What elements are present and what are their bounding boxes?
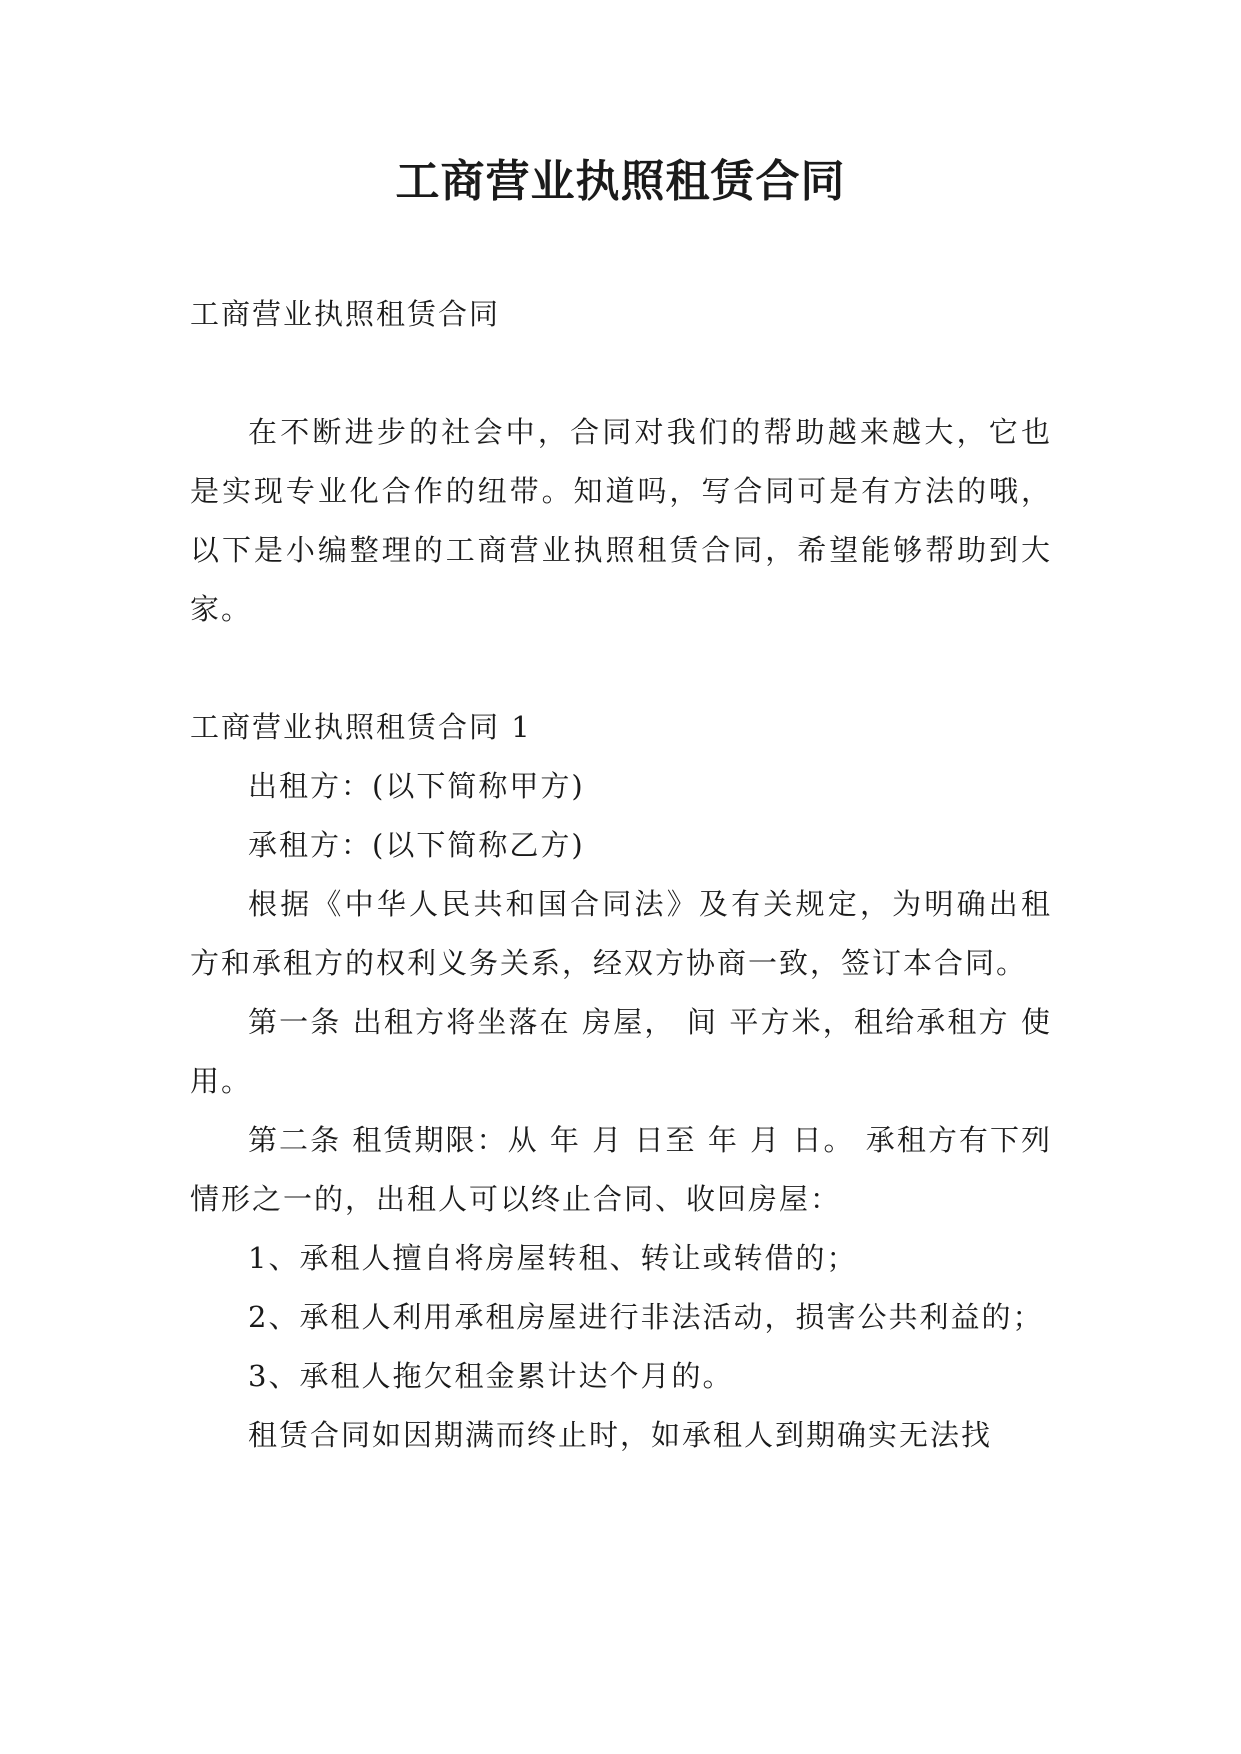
basis-paragraph: 根据《中华人民共和国合同法》及有关规定，为明确出租方和承租方的权利义务关系，经双方协商一致，签订本合同。 (190, 887, 1052, 980)
section-heading: 工商营业执照租赁合同 1 (190, 710, 532, 744)
list-item-2: 2、承租人利用承租房屋进行非法活动，损害公共利益的； (248, 1300, 1044, 1334)
document-body (190, 285, 1052, 1465)
list-item-1: 1、承租人擅自将房屋转租、转让或转借的； (248, 1241, 858, 1275)
document-title: 工商营业执照租赁合同 (395, 156, 846, 207)
lessor-line: 出租方：(以下简称甲方) (248, 769, 585, 803)
lessee-line: 承租方：(以下简称乙方) (248, 828, 585, 862)
list-item-3: 3、承租人拖欠租金累计达个月的。 (248, 1359, 734, 1393)
article-2: 第二条 租赁期限：从 年 月 日至 年 月 日。 承租方有下列情形之一的，出租人可以终止合同、收回房屋： (190, 1123, 1052, 1216)
intro-paragraph: 在不断进步的社会中，合同对我们的帮助越来越大，它也是实现专业化合作的纽带。知道吗，写合同可是有方法的哦，以下是小编整理的工商营业执照租赁合同，希望能够帮助到大家。 (190, 415, 1052, 626)
last-line: 租赁合同如因期满而终止时，如承租人到期确实无法找 (248, 1418, 993, 1452)
article-1: 第一条 出租方将坐落在 房屋， 间 平方米，租给承租方 使用。 (190, 1005, 1052, 1098)
document-subtitle: 工商营业执照租赁合同 (190, 297, 501, 331)
